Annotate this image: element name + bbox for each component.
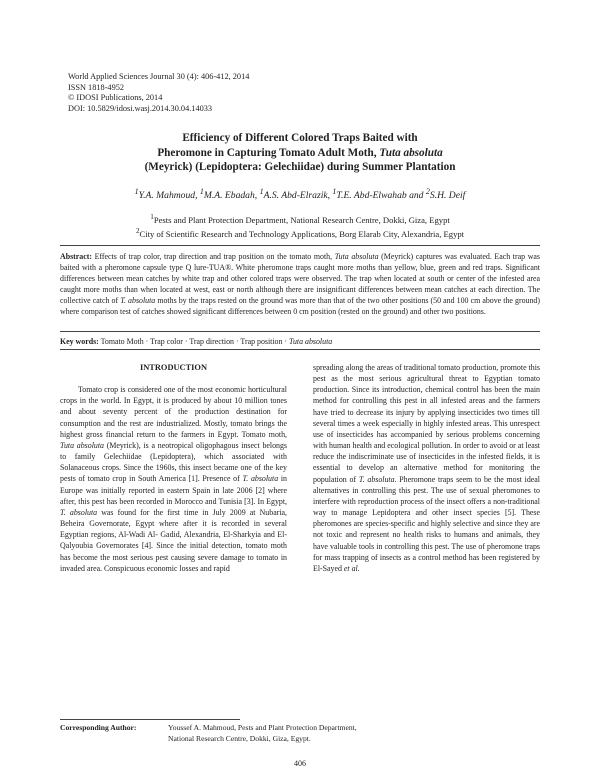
author: T.E. Abd-Elwahab and bbox=[336, 190, 426, 202]
author-sup: 1 bbox=[332, 187, 337, 196]
title-line-3: (Meyrick) (Lepidoptera: Gelechiidae) during Summer Plantation bbox=[144, 161, 456, 174]
body-text: Tomato crop is considered one of the most economic horticultural crops in the world. In Egypt, it is produced by about 10 million tones and about seventy percent of the production destination for consumption and the rest are industrialized. Mostly, tomato brings the highest gross financial return to the farmers in Egypt. Tomato moth, bbox=[60, 385, 287, 439]
abstract-species: Tuta absoluta bbox=[334, 252, 379, 261]
author-sup: 1 bbox=[134, 187, 139, 196]
author-sup: 2 bbox=[425, 187, 430, 196]
title-line-1: Efficiency of Different Colored Traps Baited with bbox=[182, 132, 418, 144]
title-species: Tuta absoluta bbox=[379, 146, 443, 159]
keywords bbox=[60, 337, 540, 346]
species-name: T. absoluta bbox=[242, 474, 279, 484]
journal-citation: World Applied Sciences Journal 30 (4): 406-412, 2014 bbox=[68, 72, 250, 81]
column-left bbox=[60, 362, 287, 574]
abstract-text: Effects of trap color, trap direction and trap position on the tomato moth, bbox=[92, 252, 335, 261]
page-number: 406 bbox=[294, 759, 306, 768]
abstract-species: T. absoluta bbox=[120, 296, 156, 306]
corresponding-line-1: Youssef A. Mahmoud, Pests and Plant Protection Department, bbox=[168, 723, 357, 732]
column-right bbox=[313, 362, 540, 574]
affiliation-sup: 1 bbox=[150, 213, 154, 221]
footnote-rule bbox=[60, 719, 240, 720]
doi: DOI: 10.5829/idosi.wasj.2014.30.04.14033 bbox=[68, 103, 213, 113]
author: Y.A. Mahmoud, bbox=[138, 190, 200, 202]
body-text: in Europe was initially reported in eastern Spain in late 2006 [2] where after, this pest has been recorded in Morocco and Tunisia [3]. In Egypt, bbox=[60, 474, 287, 506]
body-text: was found for the first time in July 2009 at Nubaria, Beheira Governorate, Egypt where after it is recorded in several Egyptian regions, Al-Wadi Al- Gadid, Alexandria, El-Sharkyia and El- Qalyoubia Governorates [4]. Since the initial detection, tomato moth has become the most serious pest causing severe damage to tomato in invaded area. Conspicuous economic losses and rapid bbox=[60, 507, 287, 573]
affiliation-text: Pests and Plant Protection Department, National Research Centre, Dokki, Giza, Egypt bbox=[153, 214, 450, 225]
species-name: Tuta absoluta bbox=[60, 440, 104, 450]
issn: ISSN 1818-4952 bbox=[68, 82, 125, 92]
corresponding-author bbox=[60, 723, 357, 744]
intro-paragraph-1 bbox=[60, 384, 287, 574]
author-sup: 1 bbox=[259, 187, 264, 196]
body-text: . Pheromone traps seem to be the most ideal alternatives in controlling this pest. The use of sexual pheromones to interfere with reproduction process of the insect offers a non-traditional way to manage Lepidoptera and other insect species [5]. These pheromones are species-specific and highly selective and since they are not toxic and represent no health risks to humans and animals, they have valuable tools in controlling this pest. The use of pheromone traps for mass trapping of insects as a control method has been registered by El-Sayed bbox=[313, 474, 540, 573]
author-list bbox=[60, 187, 540, 201]
author: M.A. Ebadah, bbox=[203, 190, 260, 202]
citation-etal: et al. bbox=[343, 563, 360, 573]
title-line-2 bbox=[60, 146, 540, 161]
affiliation-text: City of Scientific Research and Technology Applications, Borg Elarab City, Alexandria, Egypt bbox=[139, 229, 465, 240]
author-sup: 1 bbox=[199, 187, 204, 196]
title-line-2-text: Pheromone in Capturing Tomato Adult Moth, bbox=[157, 146, 380, 159]
journal-header bbox=[68, 72, 249, 114]
corresponding-line-2: National Research Centre, Dokki, Giza, Egypt. bbox=[168, 733, 311, 743]
intro-paragraph-2 bbox=[313, 362, 540, 574]
affiliation-sup: 2 bbox=[135, 227, 140, 236]
abstract-text: moths by the traps rested on the ground was more than that of the two other positions (50 and 100 cm above the ground) where comparison test of catches showed significant differences between 0 cm position (rested on the ground) and other two positions. bbox=[60, 296, 540, 317]
keywords-bottom-rule bbox=[60, 349, 540, 350]
species-name: T. absoluta bbox=[60, 507, 98, 517]
keywords-species: Tuta absoluta bbox=[289, 337, 333, 346]
corresponding-label: Corresponding Author: bbox=[60, 723, 137, 732]
affiliations bbox=[60, 212, 540, 241]
body-text: spreading along the areas of traditional tomato production, promote this pest as the most serious agricultural threat to Egyptian tomato production. Since its introduction, chemical control has been the main method for controlling this pest in all infested areas and the farmers have tried to decrease its injury by applying insecticides two times till several times a week especially in highly infested areas. This unrespect use of insecticides has accompanied by serious problems concerning with human health and ecological pollution. In order to avoid or at least reduce the indiscriminate use of insecticides in the infested fields, it is essential to develop an alternative method for monitoring the population of bbox=[313, 363, 540, 484]
affiliation-2 bbox=[60, 226, 540, 240]
copyright: © IDOSI Publications, 2014 bbox=[68, 93, 163, 103]
author: S.H. Deif bbox=[429, 190, 466, 202]
abstract bbox=[60, 251, 540, 318]
abstract-label: Abstract: bbox=[60, 252, 92, 261]
species-name: T. absoluta bbox=[358, 474, 395, 484]
keywords-top-rule bbox=[60, 331, 540, 332]
keywords-text: Tomato Moth · Trap color · Trap direction · Trap position · bbox=[98, 337, 290, 346]
section-heading: INTRODUCTION bbox=[139, 363, 207, 372]
abstract-text: (Meyrick) captures was evaluated. Each trap was baited with a pheromone capsule type Q lure-TUA®. White pheromone traps caught more moths than yellow, blue, green and red traps. Significant differences between mean catches by white trap and other colored traps were observed. The trap when located at south or center of the infested area caught more moths than when located at west, east or north although there are insignificant differences between mean catches at each direction. The collective catch of bbox=[60, 252, 540, 306]
corresponding-details bbox=[168, 723, 357, 744]
author: A.S. Abd-Elrazik, bbox=[263, 190, 333, 202]
affiliation-1 bbox=[60, 212, 540, 226]
abstract-top-rule bbox=[60, 245, 540, 246]
paper-title bbox=[60, 131, 540, 175]
keywords-label: Key words: bbox=[60, 337, 99, 346]
body-text: (Meyrick), is a neotropical oligophagous insect belongs to family Gelechiidae (Lepidoptera), which associated with Solanaceous crops. Since the 1960s, this insect became one of the key pests of tomato crop in South America [1]. Presence of bbox=[60, 440, 287, 484]
